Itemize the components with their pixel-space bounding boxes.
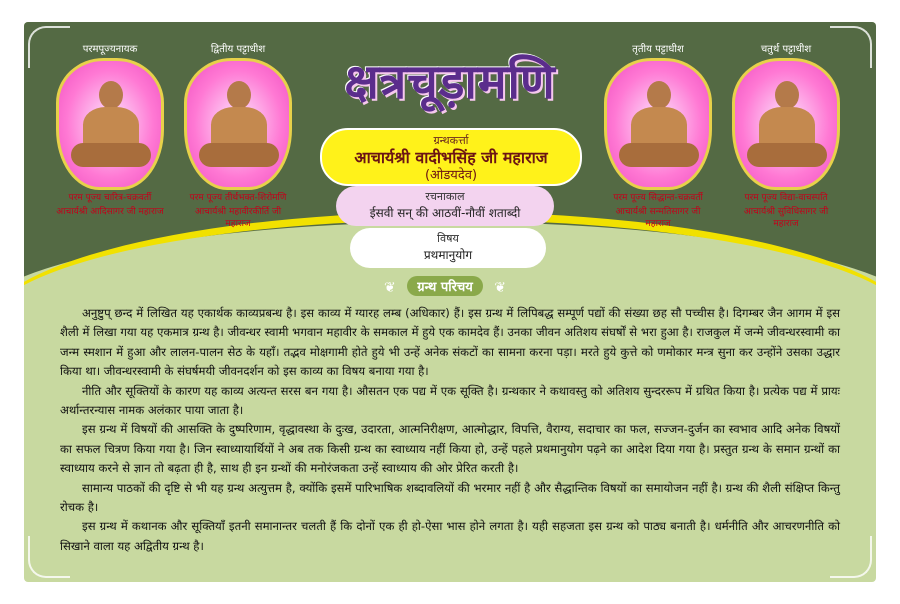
portrait-caption-name: आचार्यश्री सुविधिसागर जी महाराज [743,207,829,229]
portrait-image [184,58,292,190]
author-name: आचार्यश्री वादीभसिंह जी महाराज [354,148,548,167]
subject-box [350,228,546,268]
seated-figure [625,77,691,173]
portrait-image [56,58,164,190]
paragraph: इस ग्रन्थ में विषयों की आसक्ति के दुष्परिणाम, वृद्धावस्था के दुःख, उदारता, आत्मनिरीक्षण, आत्मोद्धार, विपत्ति, वैराग्य, सदाचार का फल, सज्जन-दुर्जन का स्वभाव आदि अनेक विषयों का सफल चित्रण किया गया है। जिन स्वाध्यायार्थियों ने अब तक किसी ग्रन्थ का स्वाध्याय नहीं किया हो, उन्हें पहले प्रथमानुयोग पढ़ने का आदेश दिया गया है। प्रस्तुत ग्रन्थ के समान ग्रन्थों का स्वाध्याय करने से ज्ञान तो बढ़ता ही है, साथ ही इन ग्रन्थों की मनोरंजकता उन्हें स्वाध्याय की ओर प्रेरित करती है। [60,422,840,476]
paragraph: नीति और सूक्तियों के कारण यह काव्य अत्यन्त सरस बन गया है। औसतन एक पद्य में एक सूक्ति है। ग्रन्थकार ने कथावस्तु को अतिशय सुन्दररूप में ग्रथित किया है। प्रत्येक पद्य में प्रायः अर्थान्तरन्यास नामक अलंकार पाया जाता है। [60,383,840,418]
portrait-caption-name: आचार्यश्री सन्मतिसागर जी महाराज [615,207,701,229]
portrait-4 [732,44,840,230]
portrait-1 [56,44,164,218]
subject-value: प्रथमानुयोग [423,248,473,262]
portrait-caption-title: परम पूज्य चारित्र-चक्रवर्ती [68,193,152,203]
author-label: ग्रन्थकर्त्ता [433,134,469,147]
portrait-caption-title: परम पूज्य विद्या-वाचस्पति [744,193,828,203]
paragraph: सामान्य पाठकों की दृष्टि से भी यह ग्रन्थ अत्युत्तम है, क्योंकि इसमें पारिभाषिक शब्दावलियों की भरमार नहीं है और सैद्धान्तिक विषयों का समायोजन नहीं है। ग्रन्थ की शैली संक्षिप्त किन्तु रोचक है। [60,480,840,515]
subject-label: विषय [437,232,459,245]
introduction-text [60,304,840,556]
flourish-right-icon: ❦ [494,280,506,296]
portrait-3 [604,44,712,230]
paragraph: अनुष्टुप् छन्द में लिखित यह एकार्थक काव्यप्रबन्ध है। इस काव्य में ग्यारह लम्ब (अधिकार) हैं। इस ग्रन्थ में लिपिबद्ध सम्पूर्ण पद्यों की संख्या छह सौ पच्चीस है। दिगम्बर जैन आगम में इस शैली में लिखा गया यह एकमात्र ग्रन्थ है। जीवन्धर स्वामी भगवान महावीर के समकाल में हुये एक कामदेव हैं। उनका जीवन अतिशय संघर्षों से भरा हुआ है। राजकुल में जन्मे जीवन्धरस्वामी का जन्म स्मशान में हुआ और लालन-पालन सेठ के यहाँ। तद्भव मोक्षगामी होते हुये भी उन्हें अनेक संकटों का सामना करना पड़ा। मरते हुये कुत्ते को णमोकार मन्त्र सुना कर उन्होंने उसका उद्धार किया था। जीवन्धरस्वामी के संघर्षमयी जीवनदर्शन को इस काव्य का विषय बनाया गया है। [60,306,840,379]
flourish-left-icon: ❦ [384,280,396,296]
portrait-caption-title: परम पूज्य सिद्धान्त-चक्रवर्ती [613,193,703,203]
portrait-caption-name: आचार्यश्री आदिसागर जी महाराज [56,207,164,217]
author-box [320,128,582,186]
seated-figure [205,77,271,173]
portrait-role: द्वितीय पट्टाधीश [210,44,266,55]
portrait-role: चतुर्थ पट्टाधीश [760,44,812,55]
seated-figure [753,77,819,173]
portrait-caption-title: परम पूज्य तीर्थभक्त-शिरोमणि [189,193,287,203]
section-heading: ग्रन्थ परिचय [407,276,483,296]
period-value: ईसवी सन् की आठवीं-नौवीं शताब्दी [369,206,521,220]
seated-figure [77,77,143,173]
author-alias: (ओडयदेव) [424,168,478,183]
paragraph: इस ग्रन्थ में कथानक और सूक्तियाँ इतनी समानान्तर चलती हैं कि दोनों एक ही हो-ऐसा भास होने लगता है। यही सहजता इस ग्रन्थ को पाठ्य बनाती है। धर्मनीति और आचरणनीति को सिखाने वाला यह अद्वितीय ग्रन्थ है। [60,519,841,553]
poster-title: क्षत्रचूड़ामणि [344,54,556,110]
portrait-image [604,58,712,190]
portrait-caption-name: आचार्यश्री महावीरकीर्ति जी महाराज [194,207,282,229]
portrait-role: परमपूज्यनायक [82,44,138,55]
period-label: रचनाकाल [425,190,465,203]
portrait-role: तृतीय पट्टाधीश [632,44,684,55]
section-heading-wrap [384,276,506,296]
period-box [336,186,554,226]
portrait-2 [184,44,292,230]
portrait-image [732,58,840,190]
